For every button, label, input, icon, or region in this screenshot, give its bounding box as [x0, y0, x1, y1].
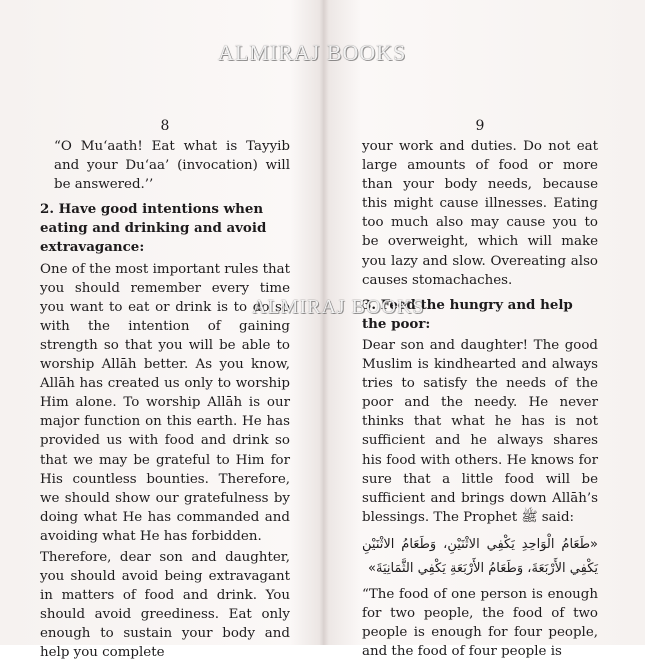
left-paragraph-2: Therefore, dear son and daughter, you should avoid being extravagant in matters of food and drink. You should avoid greediness. Eat only enough to sustain your body and help you complete: [40, 549, 290, 661]
right-paragraph-3: “The food of one person is enough for two people, the food of two people is enough for four people, and the food of four people is: [362, 586, 598, 660]
hadith-quote: “O Mu‘aath! Eat what is Tayyib and your Du‘aa’ (invocation) will be answered.’’: [54, 139, 290, 193]
watermark-center: ALMIRAJ BOOKS: [252, 296, 425, 318]
section-heading-2: 2. Have good intentions when eating and drinking and avoid extravagance:: [40, 201, 267, 256]
right-page-number: 9: [475, 118, 485, 134]
left-page: [40, 118, 290, 663]
left-paragraph-1: One of the most important rules that you should remember every time you want to eat or drink is to do so with the intention of gaining strength so that you will be able to worship Allāh better. As you know, Allāh has created us only to worship Him alone. To worship Allāh is our major function on this earth. He has provided us with food and drink so that we may be grateful to Him for His countless bounties. Therefore, we should show our gratefulness by doing what He has commanded and avoiding what He has forbidden.: [40, 261, 290, 544]
right-paragraph-2: Dear son and daughter! The good Muslim is kindhearted and always tries to satisfy the needs of the poor and the needy. He never thinks that what he has is not sufficient and he always shares his food with others. He knows for sure that a little food will be sufficient and brings down Allāh’s blessings. The Prophet ﷺ said:: [362, 337, 598, 525]
right-page: [362, 118, 598, 661]
arabic-hadith: «طَعَامُ الْوَاحِدِ يَكْفِي الاثْنَيْنِ، وَطَعَامُ الاثْنَيْنِ يَكْفِي الأَرْبَعَةَ، وَطَعَامُ الأَرْبَعَةِ يَكْفِي الثَّمَانِيَةَ»: [362, 536, 598, 576]
watermark-top: ALMIRAJ BOOKS: [218, 40, 407, 65]
left-page-number: 8: [160, 118, 170, 134]
section-heading-3: 3. Feed the hungry and help the poor:: [362, 296, 573, 332]
right-paragraph-1: your work and duties. Do not eat large amounts of food or more than your body needs, because this might cause illnesses. Eating too much also may cause you to be overweight, which will make you lazy and slow. Overeating also causes stomachaches.: [362, 139, 598, 288]
